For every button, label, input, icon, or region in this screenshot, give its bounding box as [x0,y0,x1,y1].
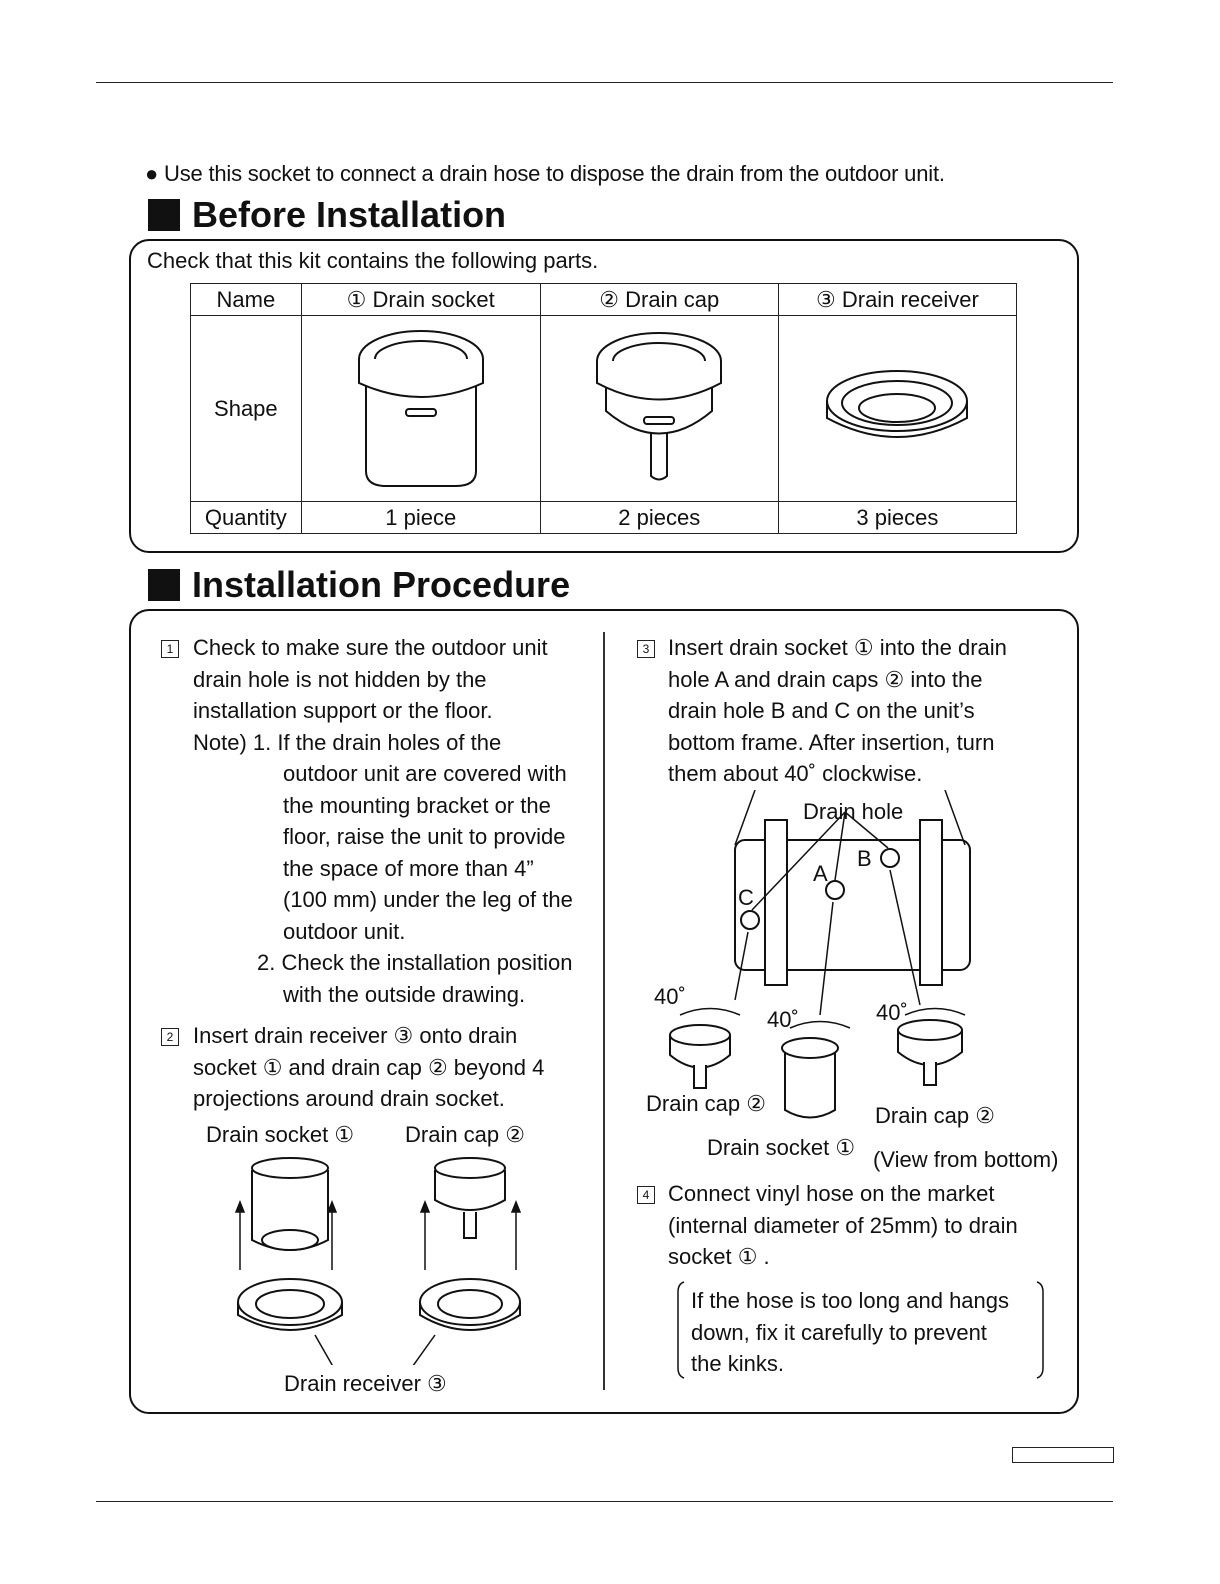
step-2-line: socket ① and drain cap ② beyond 4 [193,1054,545,1080]
note-line: If the hose is too long and hangs [691,1288,1010,1313]
header-drain-cap: ② Drain cap [540,284,778,316]
note-line: down, fix it carefully to prevent [691,1319,987,1345]
step-2-socket-label: Drain socket ① [206,1122,355,1147]
angle-middle-label: 40˚ [767,1007,799,1032]
header-drain-receiver: ③ Drain receiver [778,284,1016,316]
page-number-box [1012,1447,1114,1463]
installation-procedure-heading [148,564,570,606]
step-4-line: socket ① . [668,1244,770,1269]
note-prefix: Note) 1. [193,729,272,755]
angle-left-label: 40˚ [654,984,686,1009]
quantity-drain-receiver: 3 pieces [778,502,1016,534]
drain-cap-illustration [584,321,734,491]
note-1-first: If the drain holes of the [277,729,502,755]
step-2-receiver-label: Drain receiver ③ [284,1371,447,1396]
note-2-first-line: 2. Check the installation position [257,950,573,975]
note-bracket-right [1035,1280,1045,1380]
step-3-number: 3 [637,640,655,658]
square-bullet-icon [148,569,180,601]
header-name: Name [191,284,302,316]
step-4-line: (internal diameter of 25mm) to drain [668,1212,1018,1238]
step-1-line: drain hole is not hidden by the [193,666,487,692]
step-2-text [193,1020,593,1115]
step-2-assembly-illustration [220,1150,540,1365]
hose-note-box [676,1280,1045,1380]
note-bracket-left [676,1280,686,1380]
note-line: floor, raise the unit to provide [283,824,566,849]
step-1-line: installation support or the floor. [193,698,493,723]
step-3-unit-bottom-illustration [640,790,1060,1120]
note-line: (100 mm) under the leg of the [283,887,573,912]
step-3-line: hole A and drain caps ② into the [668,666,983,692]
step-2-number: 2 [161,1028,179,1046]
header-drain-socket: ① Drain socket [301,284,540,316]
table-header-row [191,284,1017,316]
table-quantity-row [191,502,1017,534]
step-3-text [668,632,1068,790]
note-line: outdoor unit. [283,918,406,944]
hose-note-text [691,1285,1009,1380]
step-4-line: Connect vinyl hose on the market [668,1181,995,1206]
table-shape-row [191,316,1017,502]
note-line: the kinks. [691,1351,784,1376]
before-installation-heading [148,194,506,236]
step-1-line: Check to make sure the outdoor unit [193,635,548,660]
hole-a-label: A [813,861,828,886]
parts-table [190,283,1017,534]
step-2-line: Insert drain receiver ③ onto drain [193,1023,518,1048]
step-2-line: projections around drain socket. [193,1086,505,1111]
note-2-body [193,979,593,1011]
step-3-line: Insert drain socket ① into the drain [668,635,1007,660]
step-3-line: drain hole B and C on the unit’s [668,698,975,723]
note-1-body [193,758,593,947]
step-1-number: 1 [161,640,179,658]
drain-socket-label: Drain socket ① [707,1135,856,1160]
hole-c-label: C [738,885,754,910]
drain-socket-illustration [346,321,496,491]
drain-cap-shape-cell [540,316,778,502]
quantity-drain-socket: 1 piece [301,502,540,534]
view-from-bottom-label: (View from bottom) [873,1147,1059,1172]
drain-receiver-illustration [817,346,977,466]
step-3-line: bottom frame. After insertion, turn [668,729,995,755]
installation-procedure-title: Installation Procedure [192,564,571,605]
step-4-text [668,1178,1068,1273]
note-line: with the outside drawing. [283,981,526,1007]
intro-sentence: Use this socket to connect a drain hose to dispose the drain from the outdoor unit. [164,161,945,186]
top-rule [96,82,1113,83]
angle-right-label: 40˚ [876,1000,908,1025]
shape-label: Shape [191,316,302,502]
bottom-rule [96,1501,1113,1502]
step-3-line: them about 40˚ clockwise. [668,761,923,786]
bullet-icon: ● [145,161,165,186]
square-bullet-icon [148,199,180,231]
drain-cap-left-label: Drain cap ② [646,1091,766,1116]
before-installation-title: Before Installation [192,194,507,235]
drain-receiver-shape-cell [778,316,1016,502]
drain-hole-label: Drain hole [803,799,904,824]
intro-text [145,161,945,187]
step-4-number: 4 [637,1186,655,1204]
note-1-first-line [193,727,593,759]
note-line: outdoor unit are covered with [283,761,567,786]
note-line: the space of more than 4” [283,855,534,881]
quantity-label: Quantity [191,502,302,534]
step-2-cap-label: Drain cap ② [405,1122,525,1147]
quantity-drain-cap: 2 pieces [540,502,778,534]
drain-cap-right-label: Drain cap ② [875,1103,995,1128]
hole-b-label: B [857,846,872,871]
column-divider [603,632,605,1390]
drain-socket-shape-cell [301,316,540,502]
check-kit-text: Check that this kit contains the following parts. [147,248,599,273]
note-line: the mounting bracket or the [283,792,551,818]
step-1-text [193,632,593,1010]
